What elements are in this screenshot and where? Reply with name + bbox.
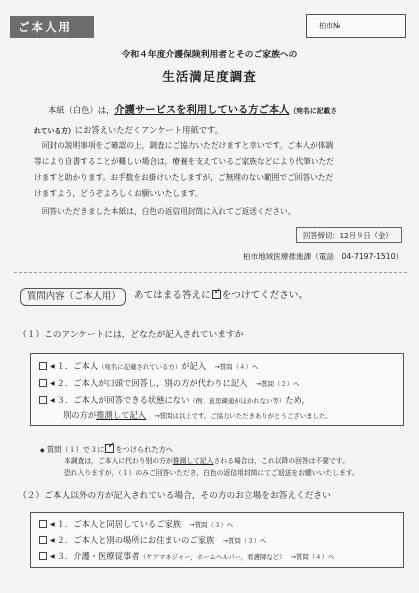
- instruction-line: けますよう，どうぞよろしくお願いいたします。: [34, 189, 203, 198]
- instruction-line: 等により自書することが難しい場合は，療養を支えているご家族などにより代筆いただ: [34, 157, 334, 166]
- option-note: （ケアマネジャー，ホームヘルパー，看護師など）: [139, 553, 283, 561]
- question-note-post: をつけてください。: [221, 290, 309, 301]
- option-text: ご本人と別の場所にお住まいのご家族: [73, 535, 215, 545]
- option-text-underlined: 推測して記入: [96, 410, 146, 420]
- option-text: が記入: [181, 361, 207, 371]
- option-number: ３．: [56, 395, 74, 405]
- note-text-underlined: 推測して記入: [172, 457, 214, 465]
- option-jump: →質問は以上です。ご協力いただきありがとうございました。: [154, 412, 332, 420]
- option-number: １．: [56, 361, 74, 371]
- option-number: ２．: [56, 378, 74, 388]
- q2-option-2[interactable]: [39, 535, 266, 545]
- instruction-line: 回答いただきました本紙は，白色の返信用封筒に入れてご返送ください。: [34, 207, 296, 216]
- checkbox[interactable]: [39, 536, 47, 544]
- option-text: ご本人: [73, 361, 99, 371]
- checkbox[interactable]: [39, 362, 47, 370]
- checked-box-icon: [212, 287, 222, 299]
- checkbox[interactable]: [39, 520, 47, 528]
- question-1-options: [30, 353, 404, 426]
- note-text: される場合は，これ以降の回答は不要です。: [213, 457, 349, 465]
- option-text: ご本人が口頭で回答し，別の方が代わりに記入: [73, 378, 248, 388]
- note-line: [64, 457, 406, 465]
- note-heading: [40, 441, 173, 455]
- question-2-options: [30, 512, 404, 568]
- q2-option-1[interactable]: [39, 519, 233, 529]
- question-2-label: （２）ご本人以外の方が記入されている場合，その方のお立場をお答えください: [18, 491, 331, 501]
- pointer-icon: ◀: [50, 363, 55, 370]
- option-jump: →質問（２）へ: [255, 380, 300, 388]
- intro-paren2: れている方）: [34, 127, 75, 135]
- intro-line2: [34, 125, 223, 135]
- option-note: （例：意思疎通がほかれない等）: [189, 397, 286, 405]
- option-number: ３．: [56, 551, 74, 561]
- option-text: ため，: [285, 395, 310, 405]
- option-jump: →質問（４）へ: [290, 553, 335, 561]
- pointer-icon: ◀: [50, 521, 55, 528]
- city-number-field[interactable]: 柏市№: [306, 14, 406, 38]
- option-text: 別の方が: [63, 410, 97, 420]
- pointer-icon: ◀: [50, 397, 55, 404]
- option-jump: →質問（３）へ: [222, 537, 267, 545]
- pointer-icon: ◀: [50, 380, 55, 387]
- checkbox[interactable]: [39, 379, 47, 387]
- page-title: 生活満足度調査: [162, 69, 257, 84]
- question-1-label: （１）このアンケートには，どなたが記入されていますか: [18, 330, 244, 340]
- page-subtitle: 令和４年度介護保険利用者とそのご家族への: [121, 50, 298, 60]
- divider: [14, 272, 407, 273]
- q1-option-2[interactable]: [39, 378, 300, 388]
- respondent-badge: ご本人用: [10, 16, 94, 38]
- checkbox[interactable]: [39, 552, 47, 560]
- option-note: （宛名に記載されている方）: [98, 363, 182, 371]
- checked-box-icon: [105, 441, 115, 453]
- checkbox[interactable]: [39, 396, 47, 404]
- option-text: 介護・医療従事者: [73, 551, 140, 561]
- check-icon: ✓: [107, 441, 115, 451]
- q1-option-3[interactable]: [39, 395, 310, 405]
- option-text: ご本人が回答できる状態にない: [73, 395, 190, 405]
- note-pre: 質問（１）で３に: [46, 445, 105, 454]
- intro-text: 本紙（白色）は，: [48, 105, 115, 115]
- note-post: をつけられた方へ: [115, 445, 173, 454]
- instruction-line: けますと助かります。お手数をお掛けいたしますが，ご無理のない範囲でご回答いただ: [34, 173, 334, 182]
- question-instruction: [134, 287, 309, 302]
- intro-emphasis: 介護サービスを利用している方ご本人: [114, 104, 290, 116]
- deadline-box: 回答締切：12月９日（金）: [296, 227, 402, 243]
- bullet-icon: ◆: [40, 447, 45, 454]
- question-header: 質問内容（ご本人用）: [20, 288, 126, 306]
- note-text: 本調査は，ご本人に代わり別の方が: [64, 457, 173, 465]
- pointer-icon: ◀: [50, 553, 55, 560]
- q1-option-3-cont: [63, 410, 332, 420]
- q1-option-1[interactable]: [39, 361, 258, 371]
- office-contact: 柏市地域医療推進課（電話 04-7197-1510）: [242, 252, 403, 261]
- option-jump: →質問（３）へ: [189, 521, 234, 529]
- instruction-line: 同封の説明事項をご確認の上，調査にご協力いただけますと幸いです。ご本人が体調: [34, 141, 334, 150]
- check-icon: ✓: [213, 287, 222, 297]
- q2-option-3[interactable]: [39, 551, 334, 561]
- note-line: 恐れ入りますが，（１）のみご回答いただき，白色の返信用封筒にてご返送をお願いいたします。: [64, 469, 359, 477]
- question-note-pre: あてはまる答えに: [134, 290, 211, 301]
- option-number: １．: [56, 519, 74, 529]
- option-number: ２．: [56, 535, 74, 545]
- option-text: ご本人と同居しているご家族: [73, 519, 182, 529]
- intro-line1: [48, 104, 398, 117]
- pointer-icon: ◀: [50, 537, 55, 544]
- intro-text2: にお答えいただくアンケート用紙です。: [74, 125, 223, 135]
- intro-paren: （宛名に記載さ: [289, 107, 338, 115]
- option-jump: →質問（４）へ: [214, 363, 259, 371]
